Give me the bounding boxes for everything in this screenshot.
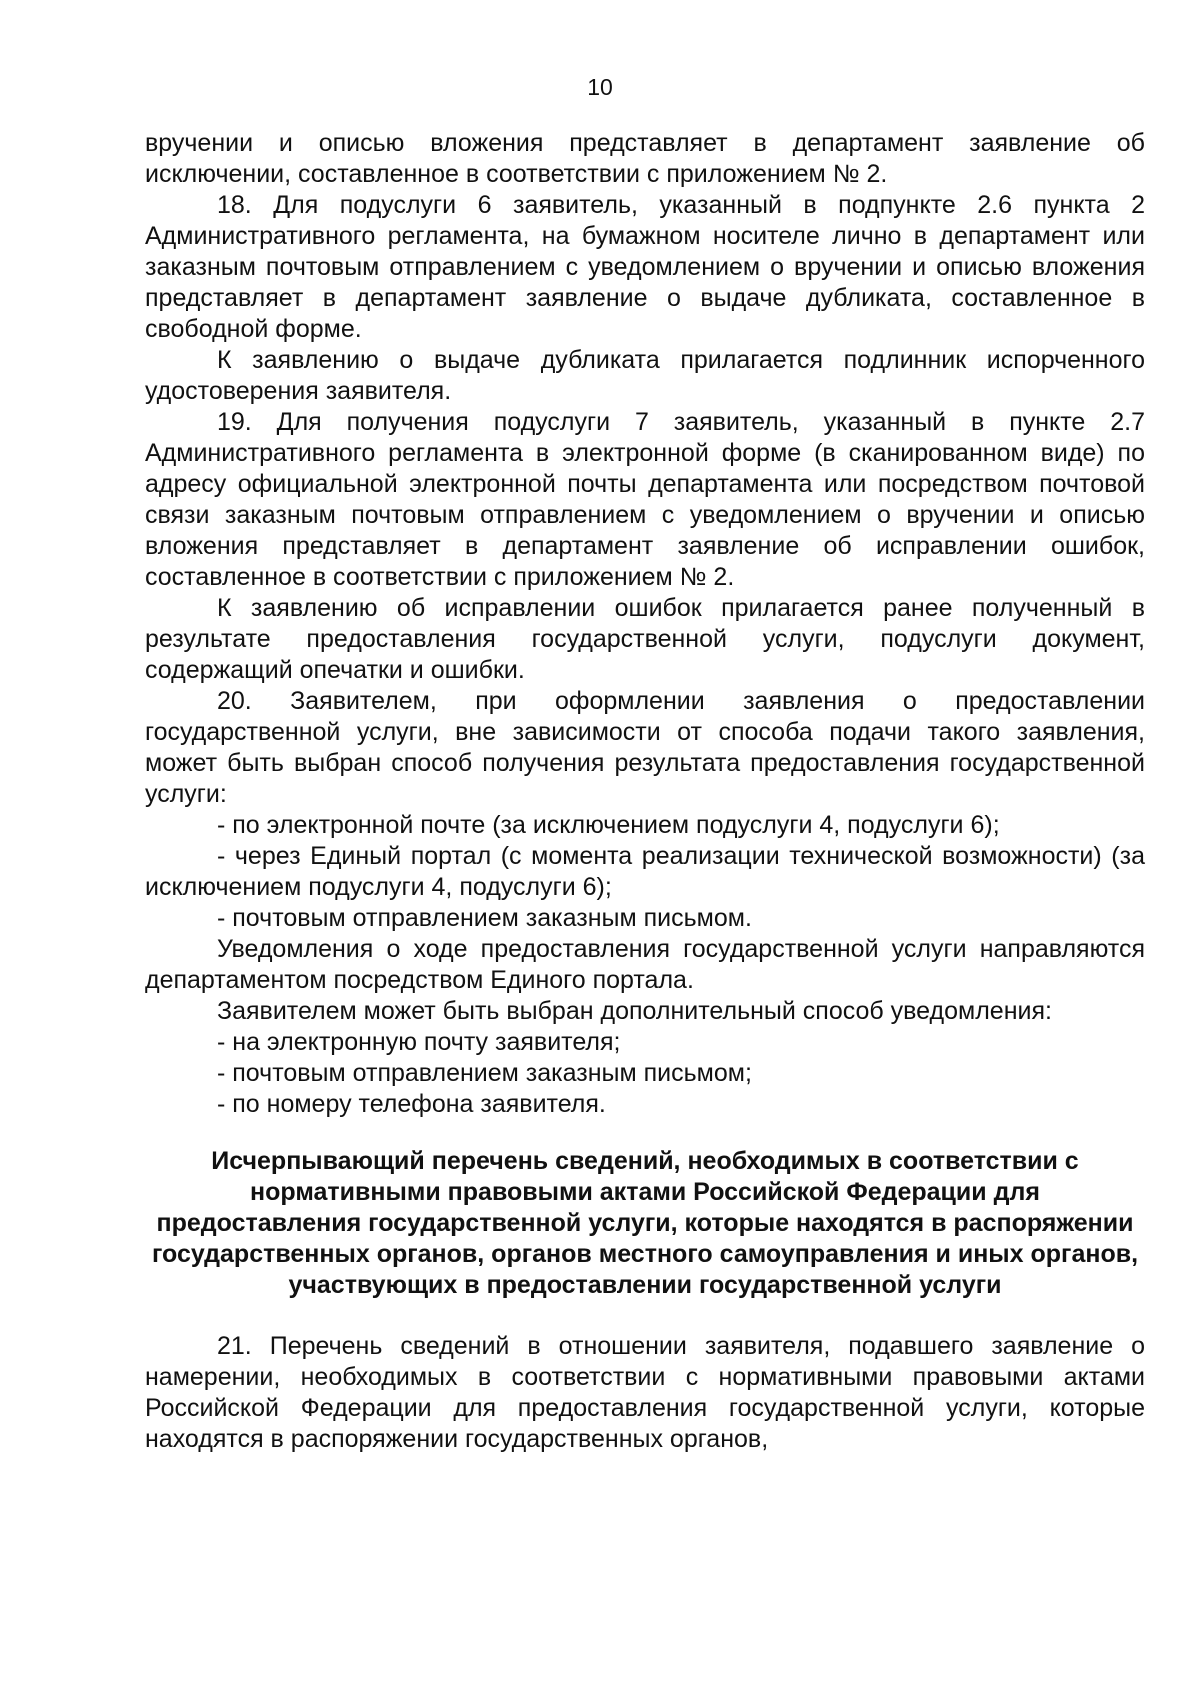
paragraph-error-attachment: К заявлению об исправлении ошибок прилагается ранее полученный в результате предоставления государственной услуги, подуслуги документ, содержащий опечатки и ошибки.: [145, 594, 1145, 684]
paragraph-continuation: вручении и описью вложения представляет в департамент заявление об исключении, составленное в соответствии с приложением № 2.: [145, 129, 1145, 188]
paragraph-notifications: Уведомления о ходе предоставления государственной услуги направляются департаментом посредством Единого портала.: [145, 935, 1145, 994]
paragraph-18: 18. Для подуслуги 6 заявитель, указанный в подпункте 2.6 пункта 2 Административного регламента, на бумажном носителе лично в департамент или заказным почтовым отправлением с уведомлением о вручении и описью вложения представляет в департамент заявление о выдаче дубликата, составленное в свободной форме.: [145, 191, 1145, 343]
document-body: [145, 128, 1145, 1455]
paragraph-21: 21. Перечень сведений в отношении заявителя, подавшего заявление о намерении, необходимых в соответствии с нормативными правовыми актами Российской Федерации для предоставления государственной услуги, которые находятся в распоряжении государственных органов,: [145, 1332, 1145, 1453]
list-item-notify-phone: - по номеру телефона заявителя.: [217, 1090, 606, 1118]
list-item-email: - по электронной почте (за исключением подуслуги 4, подуслуги 6);: [217, 811, 1000, 839]
list-item-portal: - через Единый портал (с момента реализации технической возможности) (за исключением подуслуги 4, подуслуги 6);: [145, 842, 1145, 901]
list-item-notify-mail: - почтовым отправлением заказным письмом;: [217, 1059, 752, 1087]
paragraph-20: 20. Заявителем, при оформлении заявления о предоставлении государственной услуги, вне зависимости от способа подачи такого заявления, может быть выбран способ получения результата предоставления государственной услуги:: [145, 687, 1145, 808]
paragraph-extra-notification: Заявителем может быть выбран дополнительный способ уведомления:: [217, 997, 1052, 1025]
list-item-mail: - почтовым отправлением заказным письмом.: [217, 904, 752, 932]
list-item-notify-email: - на электронную почту заявителя;: [217, 1028, 621, 1056]
page-number: 10: [587, 74, 613, 100]
section-heading: Исчерпывающий перечень сведений, необходимых в соответствии с нормативными правовыми актами Российской Федерации для предоставления государственной услуги, которые находятся в распоряжении государственных органов, органов местного самоуправления и иных органов, участвующих в предоставлении государственной услуги: [151, 1147, 1139, 1299]
paragraph-duplicate-attachment: К заявлению о выдаче дубликата прилагается подлинник испорченного удостоверения заявителя.: [145, 346, 1145, 405]
paragraph-19: 19. Для получения подуслуги 7 заявитель, указанный в пункте 2.7 Административного регламента в электронной форме (в сканированном виде) по адресу официальной электронной почты департамента или посредством почтовой связи заказным почтовым отправлением с уведомлением о вручении и описью вложения представляет в департамент заявление об исправлении ошибок, составленное в соответствии с приложением № 2.: [145, 408, 1145, 591]
